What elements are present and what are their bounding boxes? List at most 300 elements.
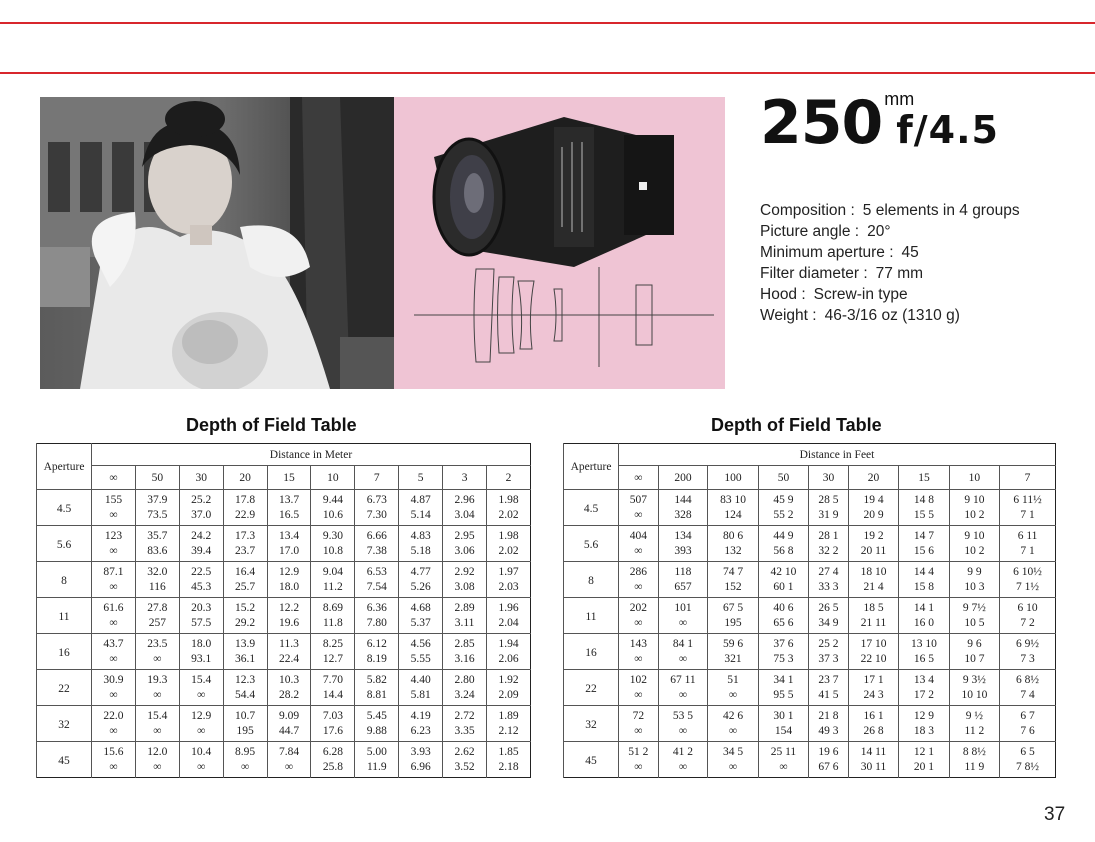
distance-column-header: 20 [848, 466, 898, 490]
near-limit: 17 10 [848, 634, 898, 652]
near-limit: 61.6 [92, 598, 136, 616]
spec-label: Filter diameter : [760, 265, 868, 282]
near-limit: 6.28 [311, 742, 355, 760]
near-limit: 6 11 [1000, 526, 1056, 544]
near-limit: 5.45 [355, 706, 399, 724]
distance-column-header: 20 [223, 466, 267, 490]
near-limit: 23 7 [809, 670, 849, 688]
table-row [37, 616, 531, 634]
table-row [37, 760, 531, 778]
near-limit: 9 7½ [949, 598, 999, 616]
far-limit: 393 [658, 544, 708, 562]
aperture-value: 45 [564, 742, 619, 778]
far-limit: 8.81 [355, 688, 399, 706]
far-limit: 30 11 [848, 760, 898, 778]
far-limit: 116 [135, 580, 179, 598]
near-limit: 28 5 [809, 490, 849, 508]
near-limit: 14 7 [899, 526, 949, 544]
near-limit: 10.4 [179, 742, 223, 760]
near-limit: 3.93 [399, 742, 443, 760]
distance-column-header: 50 [135, 466, 179, 490]
far-limit: 2.02 [487, 508, 531, 526]
near-limit: 6 8½ [1000, 670, 1056, 688]
far-limit: 75 3 [758, 652, 808, 670]
far-limit: 54.4 [223, 688, 267, 706]
near-limit: 9 10 [949, 526, 999, 544]
far-limit: ∞ [634, 581, 643, 594]
near-limit: 6.53 [355, 562, 399, 580]
spec-value: 20° [867, 223, 891, 240]
far-limit: 26 8 [848, 724, 898, 742]
far-limit: 152 [708, 580, 758, 598]
focal-length: 250 [760, 88, 883, 158]
far-limit: 11.2 [311, 580, 355, 598]
far-limit: 21 4 [848, 580, 898, 598]
far-limit: 5.26 [399, 580, 443, 598]
far-limit: 5.37 [399, 616, 443, 634]
near-limit: 20.3 [179, 598, 223, 616]
near-limit: 9.44 [311, 490, 355, 508]
far-limit: ∞ [658, 688, 708, 706]
table-row [564, 670, 1056, 688]
far-limit: 7.30 [355, 508, 399, 526]
near-limit: 13.9 [223, 634, 267, 652]
far-limit: 16 5 [899, 652, 949, 670]
near-limit: 83 10 [708, 490, 758, 508]
near-limit: 2.92 [443, 562, 487, 580]
far-limit: 2.02 [487, 544, 531, 562]
far-limit: 7 3 [1000, 652, 1056, 670]
far-limit: 49 3 [809, 724, 849, 742]
far-limit: 57.5 [179, 616, 223, 634]
near-limit: 2.96 [443, 490, 487, 508]
far-limit: 29.2 [223, 616, 267, 634]
near-limit: 32.0 [135, 562, 179, 580]
far-limit: ∞ [109, 509, 118, 522]
aperture-value: 45 [37, 742, 92, 778]
near-limit: 4.83 [399, 526, 443, 544]
table-row [37, 742, 531, 760]
far-limit: ∞ [179, 688, 223, 706]
far-limit: 5.55 [399, 652, 443, 670]
near-limit: 101 [658, 598, 708, 616]
near-limit: 17.8 [223, 490, 267, 508]
distance-column-header: 5 [399, 466, 443, 490]
far-limit: 56 8 [758, 544, 808, 562]
spec-row [760, 284, 1020, 305]
aperture-value: 16 [564, 634, 619, 670]
far-limit: 3.06 [443, 544, 487, 562]
near-limit: 4.87 [399, 490, 443, 508]
near-limit: 18 5 [848, 598, 898, 616]
far-limit: 7 6 [1000, 724, 1056, 742]
far-limit: 7 4 [1000, 688, 1056, 706]
near-limit: 143 [619, 634, 659, 652]
near-limit: 13.4 [267, 526, 311, 544]
near-limit: 14 11 [848, 742, 898, 760]
far-limit: 55 2 [758, 508, 808, 526]
far-limit: 10 2 [949, 508, 999, 526]
far-limit: ∞ [658, 760, 708, 778]
far-limit: 7 1 [1000, 508, 1056, 526]
near-limit: 1.97 [487, 562, 531, 580]
near-limit: 12.0 [135, 742, 179, 760]
spec-value: 45 [901, 244, 919, 261]
feet-table-title: Depth of Field Table [711, 415, 882, 435]
far-limit: 195 [708, 616, 758, 634]
far-limit: 11.8 [311, 616, 355, 634]
near-limit: 507 [619, 490, 659, 508]
near-limit: 37.9 [135, 490, 179, 508]
far-limit: 10 3 [949, 580, 999, 598]
far-limit: 25.8 [311, 760, 355, 778]
far-limit: 37 3 [809, 652, 849, 670]
near-limit: 37 6 [758, 634, 808, 652]
table-row [37, 688, 531, 706]
far-limit: 23.7 [223, 544, 267, 562]
near-limit: 43.7 [92, 634, 136, 652]
near-limit: 19 6 [809, 742, 849, 760]
near-limit: 1.98 [487, 526, 531, 544]
table-row [37, 544, 531, 562]
near-limit: 30.9 [92, 670, 136, 688]
far-limit: 10 5 [949, 616, 999, 634]
near-limit: 87.1 [92, 562, 136, 580]
near-limit: 9.30 [311, 526, 355, 544]
far-limit: 3.24 [443, 688, 487, 706]
near-limit: 2.80 [443, 670, 487, 688]
far-limit: 257 [135, 616, 179, 634]
near-limit: 35.7 [135, 526, 179, 544]
near-limit: 13 4 [899, 670, 949, 688]
near-limit: 67 11 [658, 670, 708, 688]
far-limit: 7.38 [355, 544, 399, 562]
near-limit: 16 1 [848, 706, 898, 724]
near-limit: 6.66 [355, 526, 399, 544]
far-limit: 7 1½ [1000, 580, 1056, 598]
table-row [37, 652, 531, 670]
far-limit: 11.9 [355, 760, 399, 778]
near-limit: 80 6 [708, 526, 758, 544]
near-limit: 53 5 [658, 706, 708, 724]
near-limit: 4.40 [399, 670, 443, 688]
near-limit: 34 5 [708, 742, 758, 760]
near-limit: 14 1 [899, 598, 949, 616]
near-limit: 6.73 [355, 490, 399, 508]
aperture-value: 4.5 [37, 490, 92, 526]
far-limit: 2.12 [487, 724, 531, 742]
far-limit: ∞ [135, 688, 179, 706]
near-limit: 14 4 [899, 562, 949, 580]
table-row [564, 526, 1056, 544]
far-limit: ∞ [267, 760, 311, 778]
aperture-value: 8 [564, 562, 619, 598]
distance-column-header: 15 [267, 466, 311, 490]
distance-column-header: 10 [949, 466, 999, 490]
distance-column-header: 200 [658, 466, 708, 490]
table-row [564, 706, 1056, 724]
far-limit: 2.03 [487, 580, 531, 598]
near-limit: 6 7 [1000, 706, 1056, 724]
far-limit: ∞ [223, 760, 267, 778]
near-limit: 6.36 [355, 598, 399, 616]
distance-header: Distance in Feet [619, 444, 1056, 466]
far-limit: 15 5 [899, 508, 949, 526]
near-limit: 4.19 [399, 706, 443, 724]
far-limit: ∞ [708, 724, 758, 742]
near-limit: 17 1 [848, 670, 898, 688]
near-limit: 19 2 [848, 526, 898, 544]
near-limit: 41 2 [658, 742, 708, 760]
aperture-value: 22 [564, 670, 619, 706]
distance-column-header: 2 [487, 466, 531, 490]
far-limit: 5.18 [399, 544, 443, 562]
near-limit: 118 [658, 562, 708, 580]
spec-value: 5 elements in 4 groups [862, 202, 1020, 219]
distance-column-header: 7 [355, 466, 399, 490]
near-limit: 40 6 [758, 598, 808, 616]
far-limit: ∞ [658, 652, 708, 670]
near-limit: 18.0 [179, 634, 223, 652]
near-limit: 13 10 [899, 634, 949, 652]
near-limit: 15.6 [92, 742, 136, 760]
far-limit: 3.11 [443, 616, 487, 634]
far-limit: 3.08 [443, 580, 487, 598]
far-limit: 73.5 [135, 508, 179, 526]
spec-label: Picture angle : [760, 223, 860, 240]
far-limit: 10.8 [311, 544, 355, 562]
far-limit: ∞ [634, 725, 643, 738]
lens-specs [760, 200, 1020, 326]
near-limit: 12.9 [267, 562, 311, 580]
near-limit: 6 11½ [1000, 490, 1056, 508]
far-limit: ∞ [634, 509, 643, 522]
spec-label: Minimum aperture : [760, 244, 894, 261]
far-limit: 2.06 [487, 652, 531, 670]
distance-column-header: 50 [758, 466, 808, 490]
near-limit: 22.5 [179, 562, 223, 580]
spec-row [760, 221, 1020, 242]
far-limit: 3.52 [443, 760, 487, 778]
second-rule [0, 72, 1095, 74]
distance-column-header: 30 [809, 466, 849, 490]
near-limit: 2.95 [443, 526, 487, 544]
near-limit: 9 3½ [949, 670, 999, 688]
far-limit: 20 1 [899, 760, 949, 778]
near-limit: 25.2 [179, 490, 223, 508]
far-limit: 18.0 [267, 580, 311, 598]
table-row [564, 562, 1056, 580]
near-limit: 9.09 [267, 706, 311, 724]
lens-title [760, 88, 999, 158]
far-limit: ∞ [634, 617, 643, 630]
table-row [564, 580, 1056, 598]
far-limit: 132 [708, 544, 758, 562]
near-limit: 1.96 [487, 598, 531, 616]
near-limit: 12.9 [179, 706, 223, 724]
near-limit: 4.56 [399, 634, 443, 652]
far-limit: 5.81 [399, 688, 443, 706]
distance-column-header: 10 [311, 466, 355, 490]
far-limit: 124 [708, 508, 758, 526]
lens-panel [394, 97, 725, 389]
spec-row [760, 242, 1020, 263]
far-limit: 6.96 [399, 760, 443, 778]
far-limit: 20 9 [848, 508, 898, 526]
near-limit: 28 1 [809, 526, 849, 544]
near-limit: 6 10 [1000, 598, 1056, 616]
far-limit: 18 3 [899, 724, 949, 742]
near-limit: 26 5 [809, 598, 849, 616]
far-limit: ∞ [758, 760, 808, 778]
aperture-value: 4.5 [564, 490, 619, 526]
aperture-value: 16 [37, 634, 92, 670]
near-limit: 22.0 [92, 706, 136, 724]
far-limit: 32 2 [809, 544, 849, 562]
far-limit: 22 10 [848, 652, 898, 670]
far-limit: ∞ [109, 689, 118, 702]
near-limit: 12.3 [223, 670, 267, 688]
distance-column-header: 15 [899, 466, 949, 490]
far-limit: 2.09 [487, 688, 531, 706]
near-limit: 24.2 [179, 526, 223, 544]
aperture-value: 11 [37, 598, 92, 634]
near-limit: 11.3 [267, 634, 311, 652]
near-limit: 7.03 [311, 706, 355, 724]
far-limit: 10 2 [949, 544, 999, 562]
near-limit: 16.4 [223, 562, 267, 580]
far-limit: 25.7 [223, 580, 267, 598]
near-limit: 134 [658, 526, 708, 544]
far-limit: 60 1 [758, 580, 808, 598]
table-row [37, 508, 531, 526]
far-limit: 328 [658, 508, 708, 526]
table-row [37, 670, 531, 688]
far-limit: 22.4 [267, 652, 311, 670]
far-limit: 17.0 [267, 544, 311, 562]
spec-value: 77 mm [875, 265, 924, 282]
table-row [564, 490, 1056, 508]
far-limit: 37.0 [179, 508, 223, 526]
far-limit: ∞ [109, 617, 118, 630]
near-limit: 7.84 [267, 742, 311, 760]
near-limit: 51 [708, 670, 758, 688]
far-limit: 95 5 [758, 688, 808, 706]
far-limit: 12.7 [311, 652, 355, 670]
far-limit: 41 5 [809, 688, 849, 706]
far-limit: 5.14 [399, 508, 443, 526]
near-limit: 2.85 [443, 634, 487, 652]
far-limit: 17.6 [311, 724, 355, 742]
spec-label: Composition : [760, 202, 855, 219]
near-limit: 59 6 [708, 634, 758, 652]
far-limit: ∞ [634, 545, 643, 558]
far-limit: 16 0 [899, 616, 949, 634]
far-limit: 17 2 [899, 688, 949, 706]
near-limit: 1.94 [487, 634, 531, 652]
distance-column-header: ∞ [619, 466, 659, 490]
near-limit: 10.3 [267, 670, 311, 688]
far-limit: 7 1 [1000, 544, 1056, 562]
bride-photo [40, 97, 394, 389]
near-limit: 7.70 [311, 670, 355, 688]
spec-row [760, 200, 1020, 221]
table-row [564, 652, 1056, 670]
near-limit: 1.98 [487, 490, 531, 508]
near-limit: 19.3 [135, 670, 179, 688]
far-limit: 3.35 [443, 724, 487, 742]
far-limit: 2.18 [487, 760, 531, 778]
far-limit: ∞ [179, 760, 223, 778]
far-limit: ∞ [109, 725, 118, 738]
table-row [564, 760, 1056, 778]
page-number: 37 [1044, 804, 1066, 825]
near-limit: 102 [619, 670, 659, 688]
meter-table-title: Depth of Field Table [186, 415, 357, 435]
table-row [564, 616, 1056, 634]
near-limit: 8 8½ [949, 742, 999, 760]
aperture-value: 5.6 [564, 526, 619, 562]
table-row [564, 508, 1056, 526]
spec-value: Screw-in type [813, 286, 908, 303]
near-limit: 404 [619, 526, 659, 544]
far-limit: ∞ [135, 652, 179, 670]
table-row [564, 688, 1056, 706]
near-limit: 21 8 [809, 706, 849, 724]
near-limit: 12 9 [899, 706, 949, 724]
far-limit: ∞ [634, 653, 643, 666]
near-limit: 67 5 [708, 598, 758, 616]
far-limit: 7 8½ [1000, 760, 1056, 778]
far-limit: 31 9 [809, 508, 849, 526]
distance-column-header: 7 [1000, 466, 1056, 490]
near-limit: 8.25 [311, 634, 355, 652]
distance-column-header: 100 [708, 466, 758, 490]
near-limit: 51 2 [619, 742, 659, 760]
near-limit: 123 [92, 526, 136, 544]
far-limit: 154 [758, 724, 808, 742]
far-limit: ∞ [109, 545, 118, 558]
meter-dof-table [36, 443, 531, 778]
near-limit: 9 10 [949, 490, 999, 508]
near-limit: 1.92 [487, 670, 531, 688]
far-limit: 3.04 [443, 508, 487, 526]
aperture-header: Aperture [37, 444, 92, 490]
near-limit: 27.8 [135, 598, 179, 616]
near-limit: 74 7 [708, 562, 758, 580]
near-limit: 8.95 [223, 742, 267, 760]
near-limit: 25 2 [809, 634, 849, 652]
near-limit: 19 4 [848, 490, 898, 508]
near-limit: 6 5 [1000, 742, 1056, 760]
near-limit: 1.85 [487, 742, 531, 760]
far-limit: ∞ [658, 616, 708, 634]
near-limit: 42 10 [758, 562, 808, 580]
near-limit: 202 [619, 598, 659, 616]
far-limit: ∞ [658, 724, 708, 742]
table-row [564, 598, 1056, 616]
far-limit: 10.6 [311, 508, 355, 526]
near-limit: 5.82 [355, 670, 399, 688]
far-limit: ∞ [135, 760, 179, 778]
far-limit: 11 9 [949, 760, 999, 778]
far-limit: ∞ [634, 761, 643, 774]
far-limit: 67 6 [809, 760, 849, 778]
aperture-value: 5.6 [37, 526, 92, 562]
far-limit: 15 6 [899, 544, 949, 562]
spec-label: Hood : [760, 286, 806, 303]
table-row [37, 634, 531, 652]
